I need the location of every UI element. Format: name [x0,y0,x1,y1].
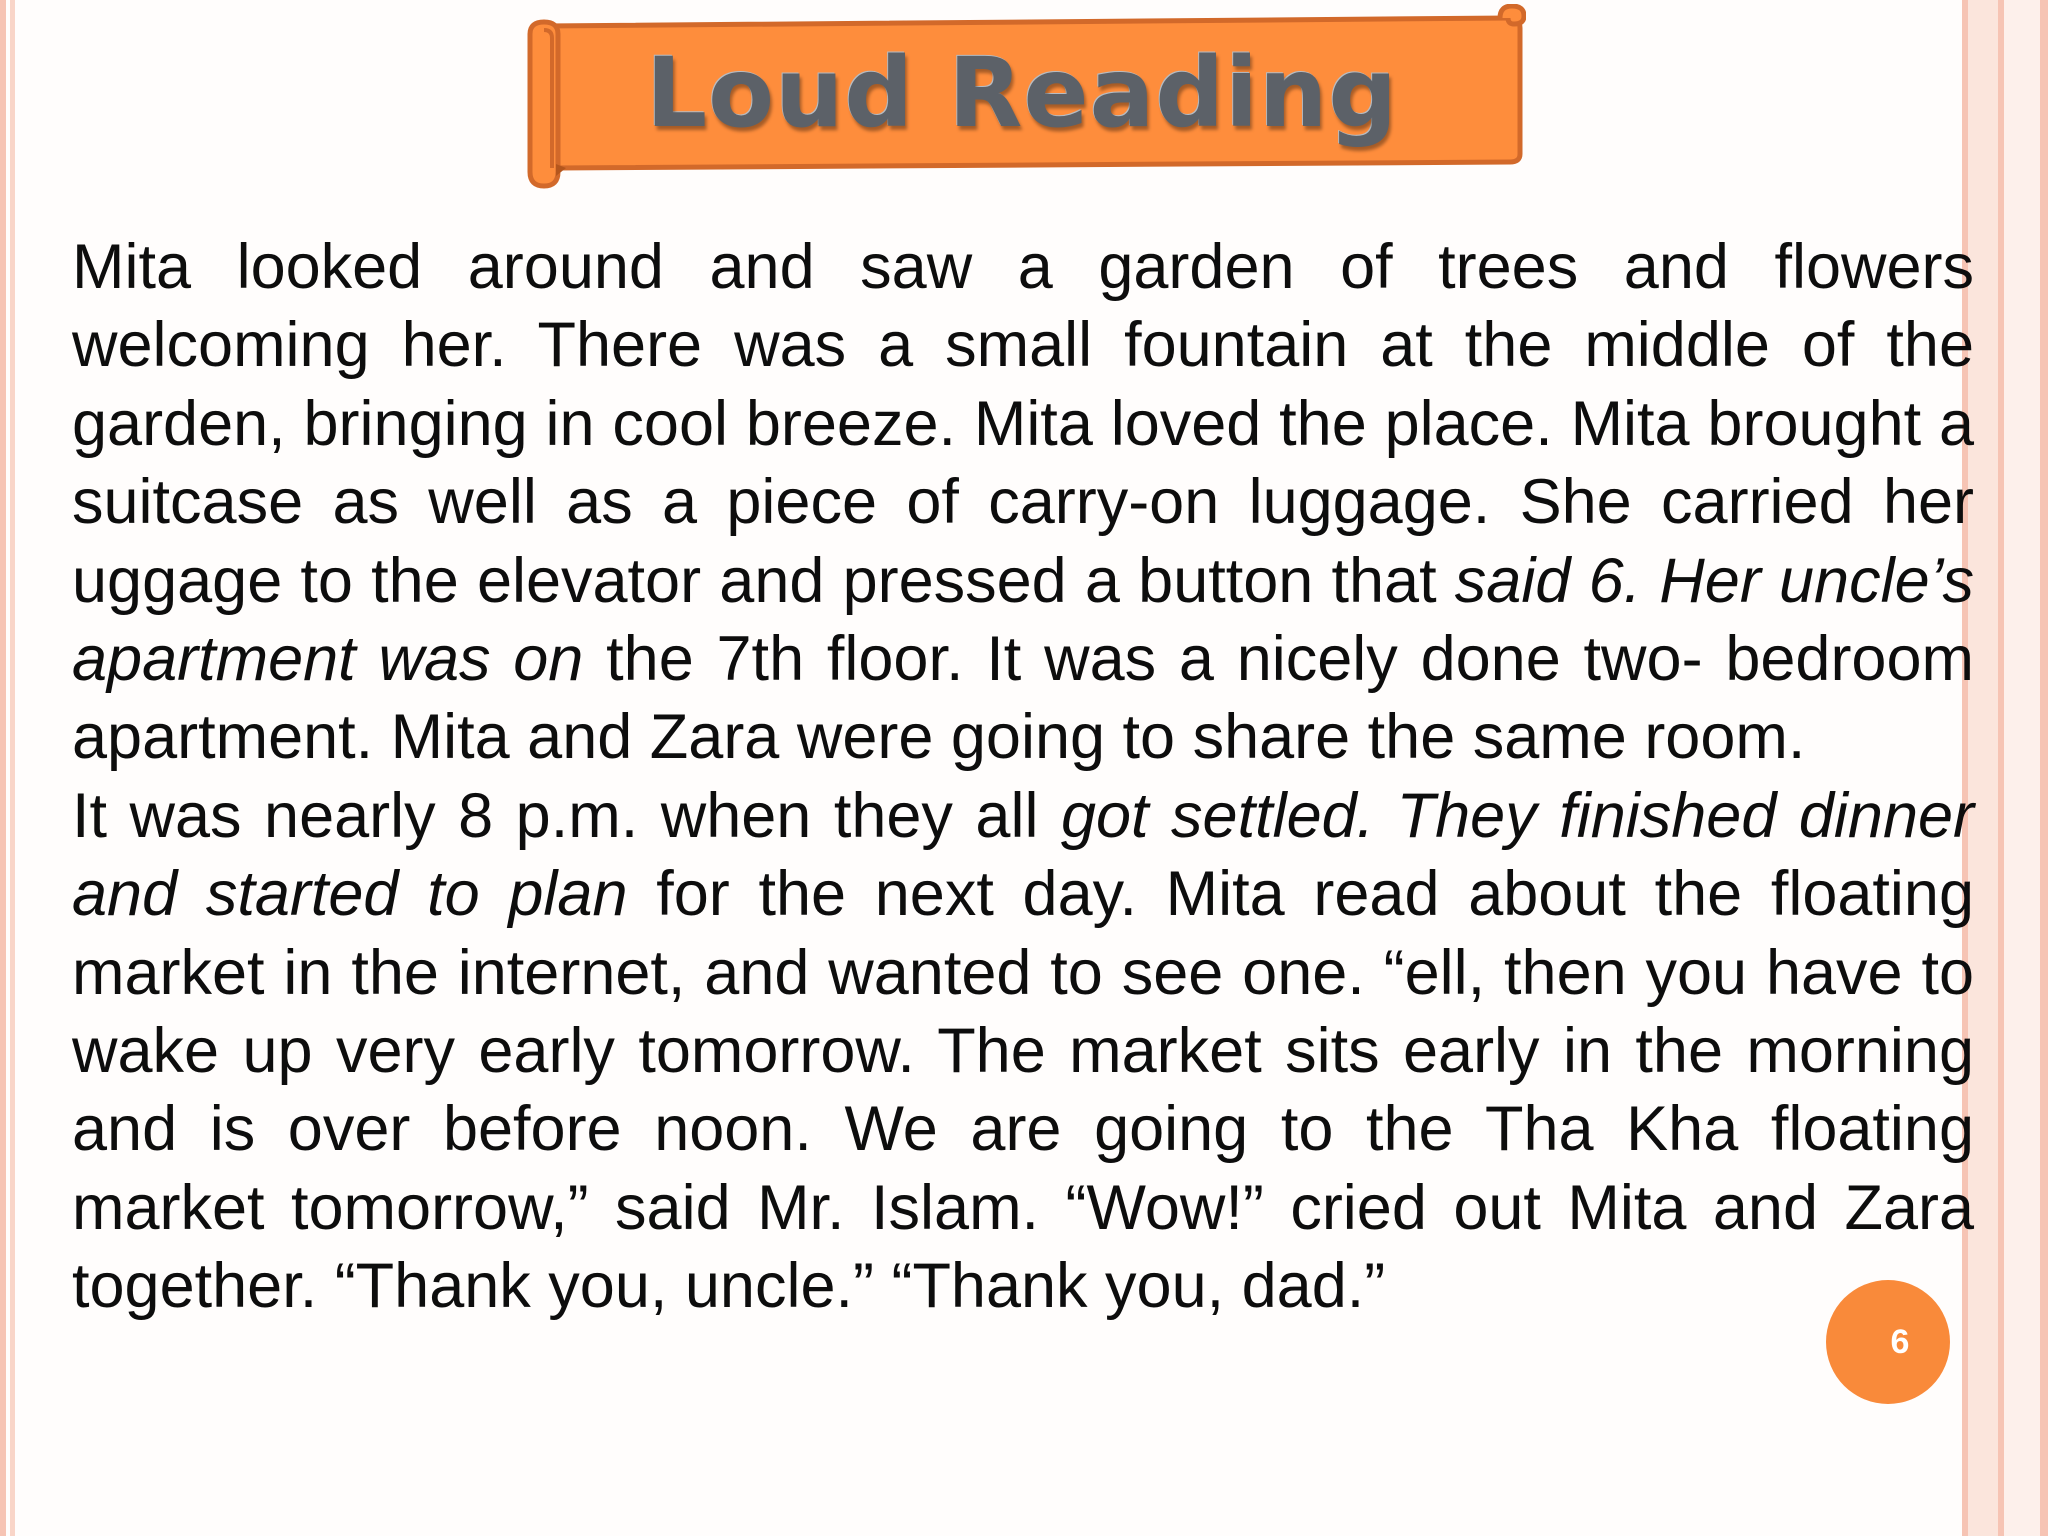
left-border-stripe-inner [10,0,15,1536]
paragraph-1 [72,228,1974,777]
text-segment: the 7th floor. It was a nicely done two- bedroom apartment. Mita and Zara were going to share the same room. [72,624,1974,773]
text-segment: It was nearly 8 p.m. when they all [72,780,1061,851]
text-segment-italic: got settled. They finished dinner and started to plan [72,780,1975,930]
page-title: Loud Reading [645,37,1399,149]
text-segment: for the next day. Mita read about the floating market in the internet, and wanted to see one. “ell, then you have to wake up very early tomorrow. The market sits early in the morning and is over before noon. We are going to the Tha Kha floating market tomorrow,” said Mr. Islam. “Wow!” cried out Mita and Zara together. “Thank you, uncle.” “Thank you, dad.” [72,859,1975,1322]
paragraph-2 [72,777,1974,1326]
text-segment-italic: said 6. Her uncle’s apartment was on [72,545,1974,695]
title-banner [522,4,1526,194]
text-segment: Mita looked around and saw a garden of trees and flowers welcoming her. There was a small fountain at the middle of the garden, bringing in cool breeze. Mita loved the place. Mita brought a suitcase as well as a piece of carry-on luggage. She carried her uggage to the elevator and pressed a button that [72,232,1974,616]
page-number-badge: 6 [1826,1280,1950,1404]
right-border-stripe-3 [2040,0,2048,1536]
reading-passage [72,228,1974,1326]
left-border-stripe [0,0,6,1536]
